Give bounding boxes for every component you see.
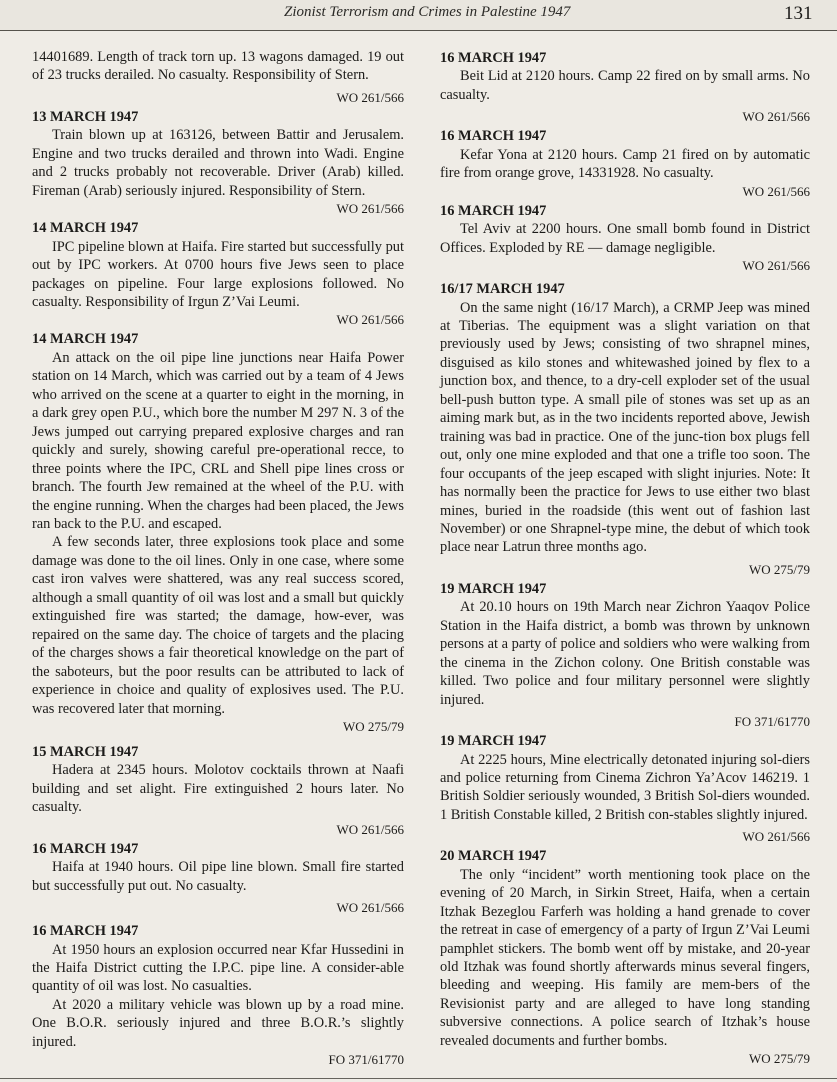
entry xyxy=(32,330,404,736)
archive-reference: FO 371/61770 xyxy=(734,714,810,730)
entry-paragraph: An attack on the oil pipe line junctions near Haifa Power station on 14 March, which was carried out by a team of 4 Jews who arrived on the scene at a quarter to eight in the morning, in a dark grey open P.U., which bore the number M 297 N. 3 of the Jews jumped out carrying prepared explosive charges and ran quickly and surely, showing careful pre-operational recce, to three points where the IPC, CRL and Shell pipe lines cross or branch. The fourth Jew remained at the wheel of the P.U. with the engine running. When the charges had been placed, the Jews ran back to the P.U. and escaped. xyxy=(32,349,404,532)
entry-date-heading: 19 MARCH 1947 xyxy=(440,733,547,750)
entry xyxy=(32,108,404,218)
archive-reference: WO 275/79 xyxy=(748,561,810,577)
entry-date-heading: 16 MARCH 1947 xyxy=(440,202,547,219)
entry xyxy=(440,49,810,126)
entry-paragraph: Tel Aviv at 2200 hours. One small bomb found in District Offices. Exploded by RE — damage negligible. xyxy=(440,221,810,256)
left-column xyxy=(32,48,404,1069)
entry-date-heading: 15 MARCH 1947 xyxy=(32,743,139,760)
entry-paragraph: Beit Lid at 2120 hours. Camp 22 fired on by small arms. No casualty. xyxy=(440,68,810,103)
entry-date-heading: 16 MARCH 1947 xyxy=(440,128,547,145)
entry xyxy=(440,127,810,200)
entry-paragraph: At 2225 hours, Mine electrically detonated injuring sol-diers and police returning from Cinema Zichron Ya’Acov 146219. 1 British Soldier seriously wounded, 3 British Sol-diers wounded. 1 British Constable killed, 2 British con-stables slightly injured. xyxy=(440,751,810,823)
entry-date-heading: 16 MARCH 1947 xyxy=(32,923,139,940)
entry xyxy=(32,48,404,107)
entry xyxy=(32,219,404,329)
entry-date-heading: 14 MARCH 1947 xyxy=(32,220,139,237)
archive-reference: WO 275/79 xyxy=(342,718,404,734)
entry-date-heading: 16 MARCH 1947 xyxy=(440,50,547,66)
entry-paragraph: A few seconds later, three explosions took place and some damage was done to the oil lines. Only in one case, where some cast iron valves were shattered, was any real success scored, although a small quantity of oil was lost and a small but quickly extinguished fire was started; the damage, how-ever, was repaired on the same day. The choice of targets and the placing of the charges shows a fair theoretical knowledge on the part of the saboteurs, but the poor results can be attributed to lack of experience in choice and quality of explosives used. The P.U. was recovered later that morning. xyxy=(32,534,404,717)
running-title: Zionist Terrorism and Crimes in Palestine 1947 xyxy=(284,4,571,20)
entry xyxy=(440,580,810,731)
entry-paragraph: 14401689. Length of track torn up. 13 wagons damaged. 19 out of 23 trucks derailed. No casualty. Responsibility of Stern. xyxy=(32,49,404,84)
entry-date-heading: 19 MARCH 1947 xyxy=(440,580,547,597)
entry-date-heading: 20 MARCH 1947 xyxy=(440,848,547,865)
entry xyxy=(440,202,810,275)
archive-reference: WO 261/566 xyxy=(742,109,810,125)
archive-reference: WO 261/566 xyxy=(742,183,810,199)
entry-paragraph: The only “incident” worth mentioning took place on the evening of 20 March, in Sirkin Street, Haifa, when a certain Itzhak Bezeglou Farferh was holding a hand grenade to cover the retreat in case of emergency of a party of Irgun Z’Vai Leumi pamphlet stickers. The bomb went off by mistake, and 20-year old Itzhak was found shortly afterwards minus several fingers, bleeding and weeping. His family are mem-bers of the Revisionist party and are alleged to have long standing subversive connections. A police search of Itzhak’s house revealed documents and further bombs. xyxy=(440,866,810,1049)
archive-reference: WO 261/566 xyxy=(336,89,404,105)
entry xyxy=(32,840,404,917)
entry-date-heading: 14 MARCH 1947 xyxy=(32,331,139,348)
archive-reference: WO 275/79 xyxy=(748,1051,810,1067)
archive-reference: WO 261/566 xyxy=(742,258,810,274)
right-column xyxy=(440,48,810,1068)
entry xyxy=(440,280,810,579)
entry-paragraph: IPC pipeline blown at Haifa. Fire started but successfully put out by IPC workers. At 0700 hours five Jews seen to place packages on pipeline. Four large explosions followed. No casualty. Responsibility of Irgun Z’Vai Leumi. xyxy=(32,238,404,310)
entry xyxy=(32,743,404,839)
entry-paragraph: At 1950 hours an explosion occurred near Kfar Hussedini in the Haifa District cutting the I.P.C. pipe line. A consider-able quantity of oil was lost. No casualties. xyxy=(32,941,404,995)
entry-paragraph: At 2020 a military vehicle was blown up by a road mine. One B.O.R. seriously injured and three B.O.R.’s slightly injured. xyxy=(32,996,404,1050)
entry-date-heading: 16 MARCH 1947 xyxy=(32,840,139,857)
entry-date-heading: 13 MARCH 1947 xyxy=(32,108,139,125)
archive-reference: WO 261/566 xyxy=(336,312,404,328)
entry-paragraph: Hadera at 2345 hours. Molotov cocktails thrown at Naafi building and set alight. Fire extinguished 2 hours later. No casualty. xyxy=(32,762,404,816)
entry-paragraph: On the same night (16/17 March), a CRMP Jeep was mined at Tiberias. The equipment was a slight variation on that previously used by Jews; consisting of two shrapnel mines, disguised as kilo stones and whitewashed joined by flex to a junction box, and thence, to a dry-cell exploder set of the usual bell-push button type. A small pile of stones was set up as an aiming mark but, as in the two incidents reported above, Jewish training was bad in practice. One of the junc-tion box plugs fell out, only one mine exploded and that one a trifle too soon. The four occupants of the jeep escaped with slight injuries. Note: It has normally been the practice for Jews to use either two blast mines, buried in the roadside (this went out of fashion last November) or one Shrapnel-type mine, the debut of which took place near Latrun three months ago. xyxy=(440,299,810,556)
entry-paragraph: At 20.10 hours on 19th March near Zichron Yaaqov Police Station in the Haifa district, a bomb was thrown by unknown persons at a party of police and soldiers who were walking from the cinema in the Zichon colony. One British constable was killed. Two police and four military personnel were slightly injured. xyxy=(440,599,810,708)
archive-reference: FO 371/61770 xyxy=(328,1052,404,1068)
running-header xyxy=(0,0,837,31)
entry xyxy=(32,922,404,1069)
page-number: 131 xyxy=(784,3,813,24)
archive-reference: WO 261/566 xyxy=(742,829,810,845)
archive-reference: WO 261/566 xyxy=(336,900,404,916)
archive-reference: WO 261/566 xyxy=(336,201,404,217)
entry xyxy=(440,732,810,846)
entry-date-heading: 16/17 MARCH 1947 xyxy=(440,281,565,298)
archive-reference: WO 261/566 xyxy=(336,821,404,837)
entry-paragraph: Kefar Yona at 2120 hours. Camp 21 fired on by automatic fire from orange grove, 14331928. No casualty. xyxy=(440,146,810,182)
entry-paragraph: Train blown up at 163126, between Battir and Jerusalem. Engine and two trucks derailed and thrown into Wadi. Engine and 2 trucks probably not recoverable. Driver (Arab) killed. Fireman (Arab) seriously injured. Responsibility of Stern. xyxy=(32,127,404,199)
entry xyxy=(440,847,810,1068)
bottom-rule xyxy=(0,1078,837,1079)
entry-paragraph: Haifa at 1940 hours. Oil pipe line blown. Small fire started but successfully put out. No casualty. xyxy=(32,859,404,894)
